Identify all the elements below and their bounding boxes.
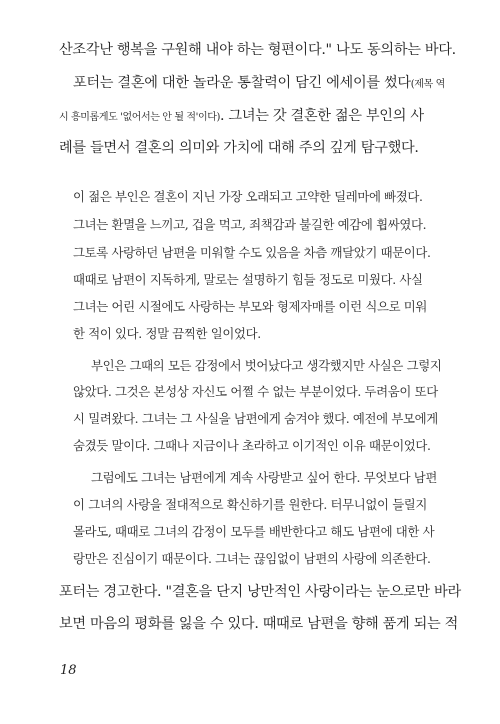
quote-line: 이 젊은 부인은 결혼이 지닌 가장 오래되고 고약한 딜레마에 빠졌다. (73, 189, 423, 204)
body-text-line (73, 73, 445, 95)
body-text-line: 산조각난 행복을 구원해 내야 하는 형편이다." 나도 동의하는 바다. (59, 42, 456, 58)
quote-line: 않았다. 그것은 본성상 자신도 어쩔 수 없는 부분이었다. 두려움이 또다 (73, 384, 438, 399)
body-text-span: . 그녀는 갓 결혼한 젊은 부인의 사 (220, 108, 424, 124)
title-note: (제목 역 (410, 79, 445, 90)
quote-line: 때때로 남편이 지독하게, 말로는 설명하기 힘들 정도로 미웠다. 사실 (73, 272, 423, 287)
body-text-line (59, 106, 439, 128)
quote-line: 한 적이 있다. 정말 끔찍한 일이었다. (73, 326, 261, 341)
quote-line: 랑만은 진심이기 때문이다. 그녀는 끊임없이 남편의 사랑에 의존한다. (73, 551, 431, 566)
body-text-line: 례를 들면서 결혼의 의미와 가치에 대해 주의 깊게 탐구했다. (59, 140, 419, 156)
body-text-line: 보면 마음의 평화를 잃을 수 있다. 때때로 남편을 향해 품게 되는 적 (59, 616, 459, 632)
quote-line: 숨겼듯 말이다. 그때나 지금이나 초라하고 이기적인 이유 때문이었다. (73, 438, 431, 453)
body-text-span: 포터는 결혼에 대한 놀라운 통찰력이 담긴 에세이를 썼다 (73, 75, 411, 91)
quote-line: 이 그녀의 사랑을 절대적으로 확신하기를 원한다. 터무니없이 들릴지 (73, 497, 428, 512)
quote-line: 그녀는 환멸을 느끼고, 겁을 먹고, 죄책감과 불길한 예감에 휩싸였다. (73, 217, 427, 232)
quote-line: 몰라도, 때때로 그녀의 감정이 모두를 배반한다고 해도 남편에 대한 사 (73, 524, 435, 539)
body-text-line: 포터는 경고한다. "결혼을 단지 낭만적인 사랑이라는 눈으로만 바라 (59, 584, 461, 600)
quote-line: 그토록 사랑하던 남편을 미워할 수도 있음을 차츰 깨달았기 때문이다. (73, 245, 431, 260)
title-note: 시 흥미롭게도 '없어서는 안 될 적'이다) (59, 112, 220, 123)
page-number: 18 (60, 663, 77, 678)
quote-line: 시 밀려왔다. 그녀는 그 사실을 남편에게 숨겨야 했다. 예전에 부모에게 (73, 411, 438, 426)
quote-line: 부인은 그때의 모든 감정에서 벗어났다고 생각했지만 사실은 그렇지 (91, 358, 442, 373)
quote-line: 그럼에도 그녀는 남편에게 계속 사랑받고 싶어 한다. 무엇보다 남편 (91, 470, 438, 485)
quote-line: 그녀는 어린 시절에도 사랑하는 부모와 형제자매를 이런 식으로 미워 (73, 299, 428, 314)
